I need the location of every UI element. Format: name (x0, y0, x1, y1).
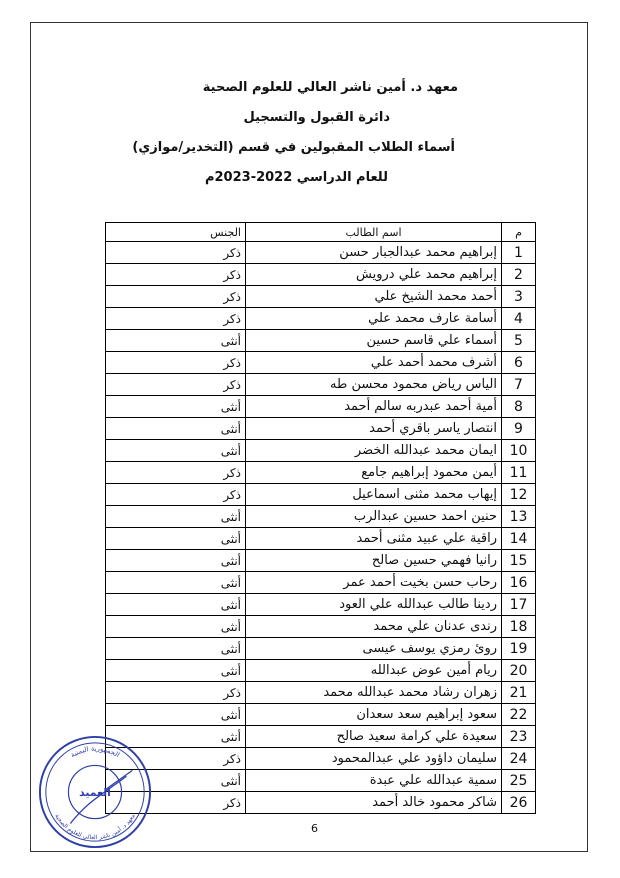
student-gender: ذكر (106, 792, 246, 814)
row-number: 6 (502, 352, 536, 374)
table-row (106, 572, 536, 594)
table-header-row (106, 223, 536, 242)
table-row (106, 550, 536, 572)
student-name: سعود إبراهيم سعد سعدان (246, 704, 502, 726)
student-name: أسماء علي قاسم حسين (246, 330, 502, 352)
table-row (106, 418, 536, 440)
row-number: 21 (502, 682, 536, 704)
student-gender: ذكر (106, 462, 246, 484)
table-row (106, 682, 536, 704)
row-number: 12 (502, 484, 536, 506)
student-name: أمية أحمد عبدربه سالم أحمد (246, 396, 502, 418)
student-gender: أنثى (106, 418, 246, 440)
student-name: أسامة عارف محمد علي (246, 308, 502, 330)
institute-name: معهد د. أمين ناشر العالي للعلوم الصحية (202, 80, 458, 95)
student-name: سمية عبدالله علي عبدة (246, 770, 502, 792)
list-title: أسماء الطلاب المقبولين في قسم (التخدير/موازي) (132, 140, 455, 155)
row-number: 15 (502, 550, 536, 572)
row-number: 8 (502, 396, 536, 418)
table-row (106, 594, 536, 616)
student-gender: ذكر (106, 352, 246, 374)
student-name: أحمد محمد الشيخ علي (246, 286, 502, 308)
table-row (106, 440, 536, 462)
table-row (106, 704, 536, 726)
students-table (105, 222, 536, 814)
student-gender: ذكر (106, 748, 246, 770)
header-gender: الجنس (106, 223, 246, 242)
table-row (106, 506, 536, 528)
row-number: 18 (502, 616, 536, 638)
table-row (106, 484, 536, 506)
student-gender: أنثى (106, 770, 246, 792)
department-name: دائرة القبول والتسجيل (243, 110, 390, 125)
student-name: سعيدة علي كرامة سعيد صالح (246, 726, 502, 748)
student-name: روئ رمزي يوسف عيسى (246, 638, 502, 660)
table-row (106, 286, 536, 308)
student-gender: أنثى (106, 572, 246, 594)
student-gender: أنثى (106, 506, 246, 528)
student-name: أشرف محمد أحمد علي (246, 352, 502, 374)
student-name: إيهاب محمد مثنى اسماعيل (246, 484, 502, 506)
student-name: سليمان داؤود علي عبدالمحمود (246, 748, 502, 770)
row-number: 4 (502, 308, 536, 330)
row-number: 14 (502, 528, 536, 550)
header-student-name: اسم الطالب (246, 223, 502, 242)
row-number: 13 (502, 506, 536, 528)
student-gender: ذكر (106, 682, 246, 704)
row-number: 7 (502, 374, 536, 396)
page-number: 6 (311, 822, 318, 835)
student-gender: ذكر (106, 242, 246, 264)
student-gender: أنثى (106, 550, 246, 572)
table-row (106, 462, 536, 484)
student-gender: ذكر (106, 286, 246, 308)
student-name: رانيا فهمي حسين صالح (246, 550, 502, 572)
student-gender: أنثى (106, 660, 246, 682)
table-row (106, 352, 536, 374)
table-row (106, 638, 536, 660)
student-gender: أنثى (106, 440, 246, 462)
student-gender: أنثى (106, 638, 246, 660)
student-gender: ذكر (106, 264, 246, 286)
student-name: حنين احمد حسين عبدالرب (246, 506, 502, 528)
stamp-top-text: الجمهورية اليمنية (69, 744, 122, 760)
student-gender: أنثى (106, 594, 246, 616)
student-gender: أنثى (106, 616, 246, 638)
official-stamp (36, 733, 154, 851)
student-name: إبراهيم محمد علي درويش (246, 264, 502, 286)
student-name: انتصار ياسر باقري أحمد (246, 418, 502, 440)
table-row (106, 264, 536, 286)
header-number: م (502, 223, 536, 242)
row-number: 10 (502, 440, 536, 462)
row-number: 9 (502, 418, 536, 440)
student-name: ريام أمين عوض عبدالله (246, 660, 502, 682)
row-number: 23 (502, 726, 536, 748)
row-number: 3 (502, 286, 536, 308)
student-gender: ذكر (106, 484, 246, 506)
table-row (106, 528, 536, 550)
row-number: 5 (502, 330, 536, 352)
student-gender: ذكر (106, 308, 246, 330)
student-name: راقية علي عبيد مثنى أحمد (246, 528, 502, 550)
row-number: 19 (502, 638, 536, 660)
row-number: 26 (502, 792, 536, 814)
table-row (106, 396, 536, 418)
academic-year: للعام الدراسي 2022-2023م (204, 170, 388, 185)
student-name: إبراهيم محمد عبدالجبار حسن (246, 242, 502, 264)
student-name: زهران رشاد محمد عبدالله محمد (246, 682, 502, 704)
table-row (106, 748, 536, 770)
student-name: رندى عدنان علي محمد (246, 616, 502, 638)
stamp-center-text: العميد (79, 785, 111, 799)
row-number: 24 (502, 748, 536, 770)
student-name: أيمن محمود إبراهيم جامع (246, 462, 502, 484)
student-name: ردينا طالب عبدالله علي العود (246, 594, 502, 616)
table-row (106, 660, 536, 682)
student-gender: أنثى (106, 330, 246, 352)
student-name: رحاب حسن بخيت أحمد عمر (246, 572, 502, 594)
student-gender: أنثى (106, 396, 246, 418)
table-row (106, 792, 536, 814)
table-row (106, 770, 536, 792)
row-number: 17 (502, 594, 536, 616)
table-row (106, 330, 536, 352)
table-row (106, 308, 536, 330)
table-row (106, 616, 536, 638)
student-gender: أنثى (106, 704, 246, 726)
row-number: 25 (502, 770, 536, 792)
student-gender: ذكر (106, 374, 246, 396)
stamp-bottom-text: معهد د. أمين ناشر العالي للعلوم الصحية (53, 813, 137, 842)
student-name: ايمان محمد عبدالله الخضر (246, 440, 502, 462)
student-gender: أنثى (106, 528, 246, 550)
table-row (106, 242, 536, 264)
table-row (106, 374, 536, 396)
row-number: 20 (502, 660, 536, 682)
student-name: شاكر محمود خالد أحمد (246, 792, 502, 814)
row-number: 22 (502, 704, 536, 726)
student-name: الياس رياض محمود محسن طه (246, 374, 502, 396)
row-number: 11 (502, 462, 536, 484)
student-gender: أنثى (106, 726, 246, 748)
row-number: 16 (502, 572, 536, 594)
row-number: 1 (502, 242, 536, 264)
row-number: 2 (502, 264, 536, 286)
table-row (106, 726, 536, 748)
